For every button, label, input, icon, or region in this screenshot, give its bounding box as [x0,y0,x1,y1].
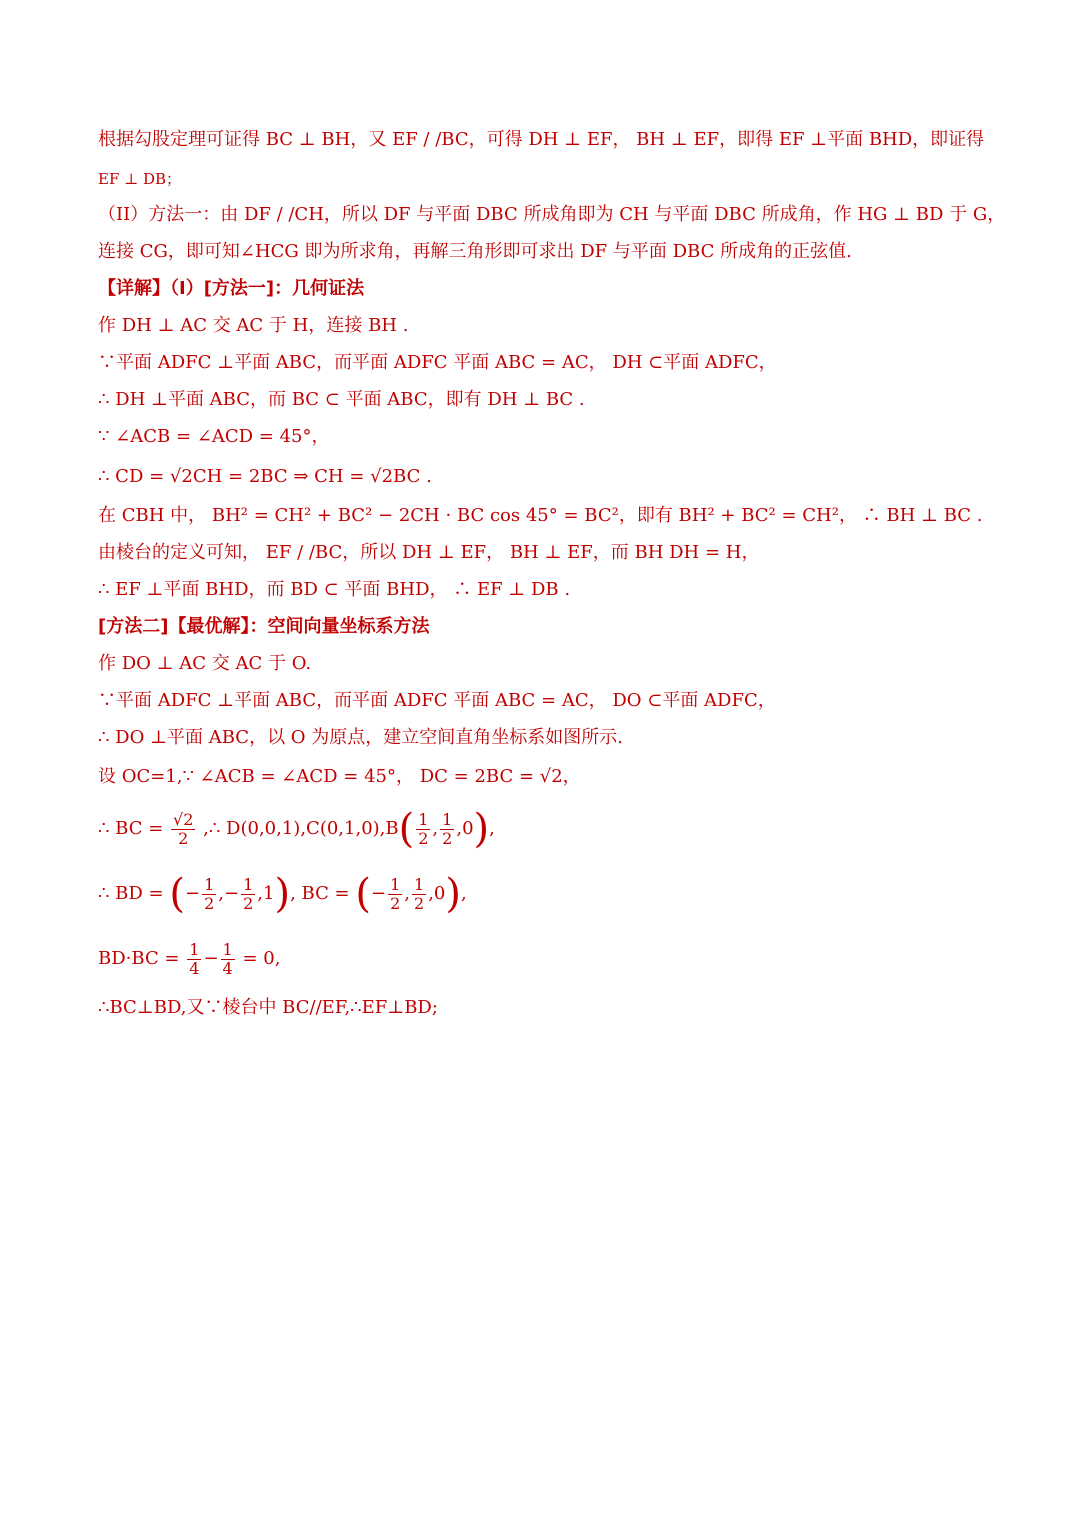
text-line-10: ∴ CD = √2CH = 2BC ⇒ CH = √2BC . [98,466,432,487]
text-line-18: 设 OC=1,∵ ∠ACB = ∠ACD = 45°， DC = 2BC = √2， [98,766,581,787]
text-line-2: EF ⊥ DB； [98,170,182,188]
text-line-1: 根据勾股定理可证得 BC ⊥ BH，又 EF / /BC，可得 DH ⊥ EF， BH ⊥ EF，即得 EF ⊥平面 BHD，即证得 [98,129,985,150]
eq2-f4-num: 1 [414,874,425,894]
text-line-12: 由棱台的定义可知， EF / /BC，所以 DH ⊥ EF， BH ⊥ EF，而 BH DH = H， [98,542,760,563]
eq2-prefix: ∴ BD = [98,883,164,904]
eq3-f2-den: 4 [222,958,233,978]
eq3-f2 [221,941,235,978]
eq2-f3-den: 2 [390,893,401,913]
eq2-f2-num: 1 [243,874,254,894]
text-line-4: 连接 CG，即可知∠HCG 即为所求角，再解三角形即可求出 DF 与平面 DBC 所成角的正弦值. [98,241,852,262]
eq2-tail2: ,0 [428,883,446,904]
text-line-13: ∴ EF ⊥平面 BHD，而 BD ⊂ 平面 BHD， ∴ EF ⊥ DB . [98,579,571,600]
eq1-frac-den: 2 [178,828,189,848]
eq2-f3 [388,876,402,913]
text-line-9: ∵ ∠ACB = ∠ACD = 45°， [98,426,330,447]
text-line-7: ∵平面 ADFC ⊥平面 ABC，而平面 ADFC 平面 ABC = AC， DH ⊂平面 ADFC， [98,352,777,373]
eq2-open-paren-1: ( [169,871,185,917]
eq3-f1-num: 1 [189,939,200,959]
eq1-b-frac1-num: 1 [418,809,429,829]
eq2-f1-den: 2 [204,893,215,913]
eq2-close-paren-2: ) [445,871,461,917]
eq1-end: , [489,818,495,839]
eq1-b-frac1-den: 2 [418,828,429,848]
eq2-open-paren-2: ( [355,871,371,917]
eq1-prefix: ∴ BC = [98,818,164,839]
eq2-f2-den: 2 [243,893,254,913]
section-heading-method-2: [方法二]【最优解】：空间向量坐标系方法 [98,616,430,637]
eq2-f1-num: 1 [204,874,215,894]
text-line-15: 作 DO ⊥ AC 交 AC 于 O. [98,653,312,674]
eq2-f1 [202,876,216,913]
text-line-11: 在 CBH 中， BH² = CH² + BC² − 2CH · BC cos 45° = BC²，即有 BH² + BC² = CH²， ∴ BH ⊥ BC . [98,505,983,526]
eq3-prefix: BD·BC = [98,948,180,969]
eq1-b-tail: ,0 [456,818,474,839]
equation-bd-bc-vectors: ∴ BD = (− $\frac{1}{2}$ ,− $\frac{1}{2}$ ,1), BC = (− $\frac{1}{2}$ , $\frac{1}{2}$ ,0), [98,871,467,917]
eq1-b-frac2 [440,811,454,848]
text-line-6: 作 DH ⊥ AC 交 AC 于 H，连接 BH . [98,315,409,336]
eq2-tail1: ,1 [257,883,275,904]
eq2-f3-num: 1 [390,874,401,894]
eq1-mid: ,∴ D(0,0,1),C(0,1,0),B [203,818,399,839]
eq1-fraction [171,811,195,848]
section-heading-method-1: 【详解】（Ⅰ）[方法一]：几何证法 [98,278,365,299]
eq1-b-frac1 [416,811,430,848]
eq2-f4-den: 2 [414,893,425,913]
eq3-f1-den: 4 [189,958,200,978]
text-line-16: ∵平面 ADFC ⊥平面 ABC，而平面 ADFC 平面 ABC = AC， DO ⊂平面 ADFC， [98,690,776,711]
eq1-close-paren: ) [473,806,490,852]
text-line-17: ∴ DO ⊥平面 ABC，以 O 为原点，建立空间直角坐标系如图所示. [98,727,623,748]
text-line-8: ∴ DH ⊥平面 ABC，而 BC ⊂ 平面 ABC，即有 DH ⊥ BC . [98,389,585,410]
eq2-f4 [412,876,426,913]
eq2-end: , [461,883,467,904]
conclusion-line: ∴BC⊥BD,又∵棱台中 BC//EF,∴EF⊥BD; [98,997,438,1018]
eq2-f2 [241,876,255,913]
eq3-f1 [187,941,201,978]
eq1-b-frac2-num: 1 [442,809,453,829]
eq1-open-paren: ( [398,806,415,852]
eq3-tail: = 0, [242,948,281,969]
eq2-mid: , BC = [290,883,350,904]
equation-dot-product: BD·BC = $\frac{1}{4}$ − $\frac{1}{4}$ = 0, [98,939,281,978]
eq2-close-paren-1: ) [274,871,291,917]
eq1-frac-num: √2 [173,809,194,829]
equation-bc-coordinates: ∴ BC = $\frac{√2}{2}$ ,∴ D(0,0,1),C(0,1,0),B( $\frac{1}{2}$ , $\frac{1}{2}$ ,0), [98,806,495,852]
eq1-b-frac2-den: 2 [442,828,453,848]
text-line-3: （II）方法一：由 DF / /CH，所以 DF 与平面 DBC 所成角即为 CH 与平面 DBC 所成角，作 HG ⊥ BD 于 G， [98,204,1006,225]
eq3-f2-num: 1 [222,939,233,959]
